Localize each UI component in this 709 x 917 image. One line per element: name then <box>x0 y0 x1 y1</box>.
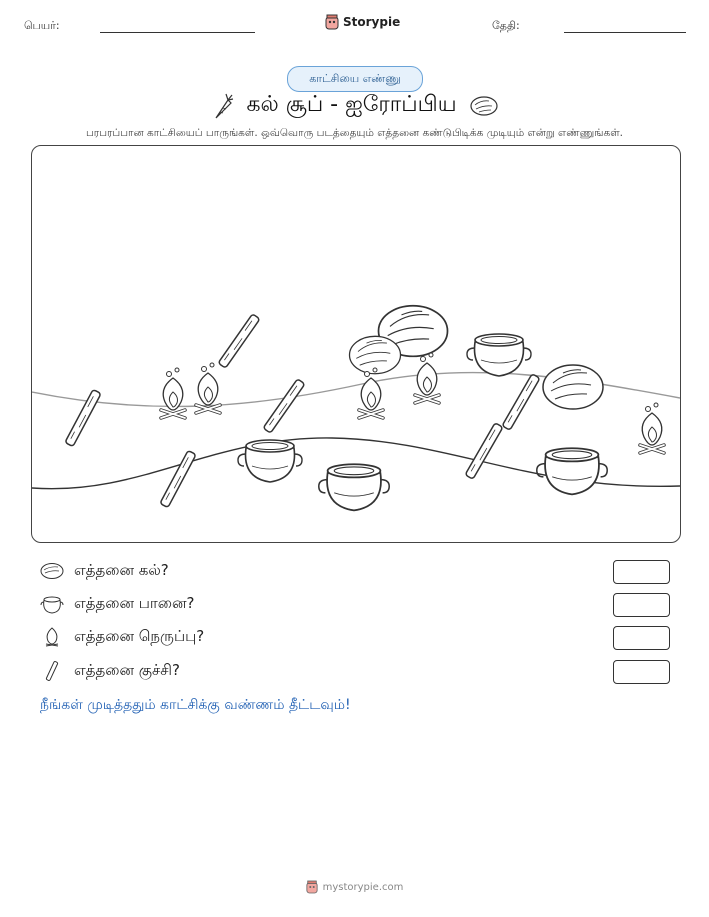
stone-icon <box>469 95 499 117</box>
question-fires <box>40 627 204 647</box>
page-title <box>0 92 709 120</box>
date-label: தேதி: <box>492 19 520 32</box>
question-text: எத்தனை கல்? <box>74 561 169 579</box>
question-pots <box>40 594 194 614</box>
activity-badge: காட்சியை எண்ணு <box>287 66 423 92</box>
answer-box-pots[interactable] <box>613 593 670 617</box>
question-sticks <box>40 661 180 681</box>
brand-name: Storypie <box>343 15 401 29</box>
carrot-icon <box>210 92 234 120</box>
count-scene <box>31 145 681 543</box>
question-stones <box>40 561 169 581</box>
scene-illustration <box>32 146 680 542</box>
question-text: எத்தனை நெருப்பு? <box>74 627 205 645</box>
pot-icon <box>40 594 64 614</box>
answer-box-fires[interactable] <box>613 626 670 650</box>
title-text: கல் சூப் - ஐரோப்பிய <box>246 92 457 117</box>
brand-logo <box>325 14 400 30</box>
date-line[interactable] <box>564 32 686 33</box>
footer-url[interactable]: mystorypie.com <box>322 881 404 893</box>
stick-icon <box>40 661 64 681</box>
answer-box-sticks[interactable] <box>613 660 670 684</box>
question-text: எத்தனை குச்சி? <box>74 661 181 679</box>
footer <box>0 880 709 894</box>
coloring-note: நீங்கள் முடித்ததும் காட்சிக்கு வண்ணம் தீட்டவும்! <box>40 697 351 713</box>
fire-icon <box>40 627 64 647</box>
name-label: பெயர்: <box>24 19 60 32</box>
answer-box-stones[interactable] <box>613 560 670 584</box>
storypie-mascot-icon <box>306 880 318 894</box>
name-line[interactable] <box>100 32 255 33</box>
storypie-mascot-icon <box>325 14 339 30</box>
stone-icon <box>40 561 64 581</box>
instructions: பரபரப்பான காட்சியைப் பாருங்கள். ஒவ்வொரு படத்தையும் எத்தனை கண்டுபிடிக்க முடியும் என்று எண்ணுங்கள். <box>85 127 624 139</box>
question-text: எத்தனை பானை? <box>74 594 195 612</box>
